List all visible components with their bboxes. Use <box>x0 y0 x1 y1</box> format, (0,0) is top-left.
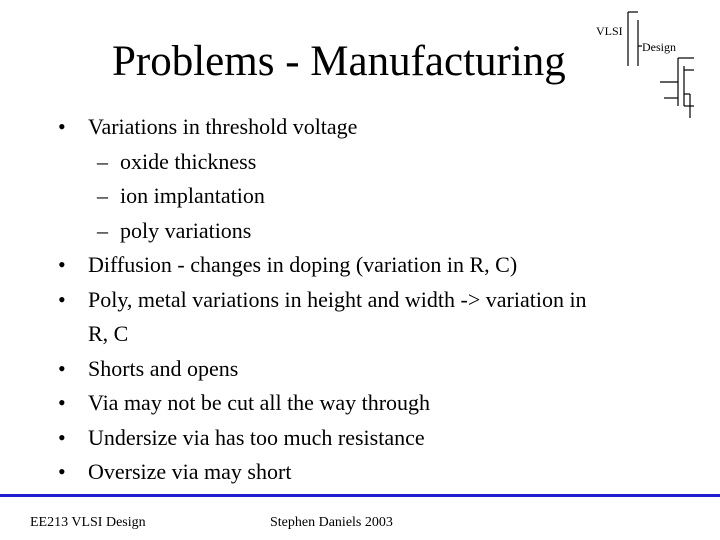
bullet-list <box>58 110 658 490</box>
bullet-item <box>58 110 658 145</box>
bullet-text: Shorts and opens <box>88 355 239 381</box>
bullet-text: Diffusion - changes in doping (variation in R, C) <box>88 252 518 277</box>
slide-footer <box>0 494 720 540</box>
bullet-text: Poly, metal variations in height and width -> variation in <box>88 286 587 312</box>
bullet-item <box>58 352 658 387</box>
sub-bullet-item <box>58 145 658 180</box>
sub-bullet-text: oxide thickness <box>120 148 257 174</box>
bullet-item <box>58 386 658 421</box>
bullet-icon: • <box>58 424 66 450</box>
bullet-text: Undersize via has too much resistance <box>88 424 425 450</box>
footer-course-label: EE213 VLSI Design <box>30 515 146 530</box>
bullet-item <box>58 283 658 352</box>
dash-icon: – <box>97 148 108 174</box>
bullet-icon: • <box>58 252 66 277</box>
footer-author-label: Stephen Daniels 2003 <box>270 515 393 530</box>
slide-title: Problems - Manufacturing <box>112 38 566 85</box>
sub-bullet-item <box>58 179 658 214</box>
bullet-text: Oversize via may short <box>88 459 292 484</box>
bullet-icon: • <box>58 390 66 415</box>
bullet-icon: • <box>58 459 66 484</box>
dash-icon: – <box>97 183 108 208</box>
bullet-text: Via may not be cut all the way through <box>88 390 431 415</box>
bullet-icon: • <box>58 355 66 381</box>
logo-vlsi-label: VLSI <box>596 24 623 38</box>
bullet-item <box>58 421 658 456</box>
bullet-icon: • <box>58 114 66 139</box>
bullet-item <box>58 455 658 490</box>
dash-icon: – <box>97 217 108 243</box>
bullet-icon: • <box>58 286 66 312</box>
bullet-item <box>58 248 658 283</box>
sub-bullet-text: poly variations <box>120 217 252 243</box>
sub-bullet-text: ion implantation <box>120 183 265 208</box>
footer-divider <box>0 494 720 497</box>
logo-design-label: Design <box>642 40 676 54</box>
bullet-text: Variations in threshold voltage <box>88 114 358 139</box>
sub-bullet-item <box>58 214 658 249</box>
bullet-text-continuation: R, C <box>88 321 129 346</box>
